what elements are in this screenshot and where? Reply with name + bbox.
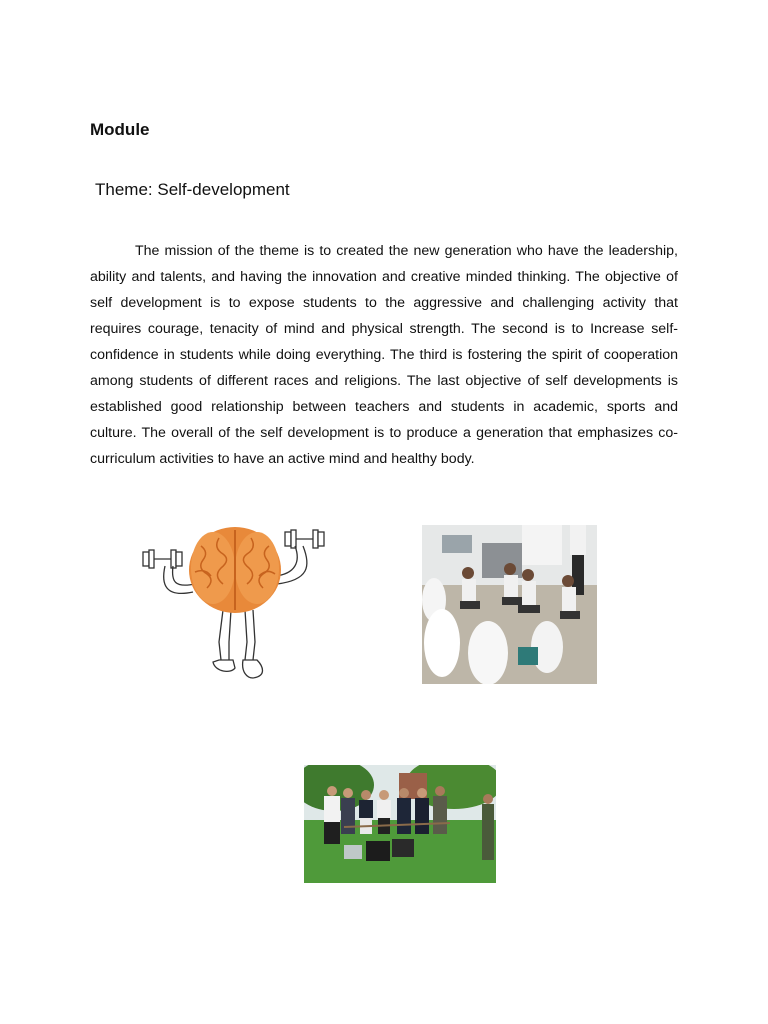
theme-heading: Theme: Self-development: [95, 180, 290, 199]
module-heading: Module: [90, 120, 150, 139]
brain-dumbbell-illustration: [135, 522, 335, 688]
students-classroom-photo: [422, 525, 597, 684]
mission-paragraph: The mission of the theme is to created the new generation who have the leadership, ability and talents, and having the innovation and creative minded thinking. The objective of self development is to expose students to the aggressive and challenging activity that requires courage, tenacity of mind and physical strength. The second is to Increase self-confidence in students while doing everything. The third is fostering the spirit of cooperation among students of different races and religions. The last objective of self developments is established good relationship between teachers and students in academic, sports and culture. The overall of the self development is to produce a generation that emphasizes co-curriculum activities to have an active mind and healthy body.: [90, 243, 678, 467]
outdoor-teamwork-photo: [304, 765, 496, 883]
